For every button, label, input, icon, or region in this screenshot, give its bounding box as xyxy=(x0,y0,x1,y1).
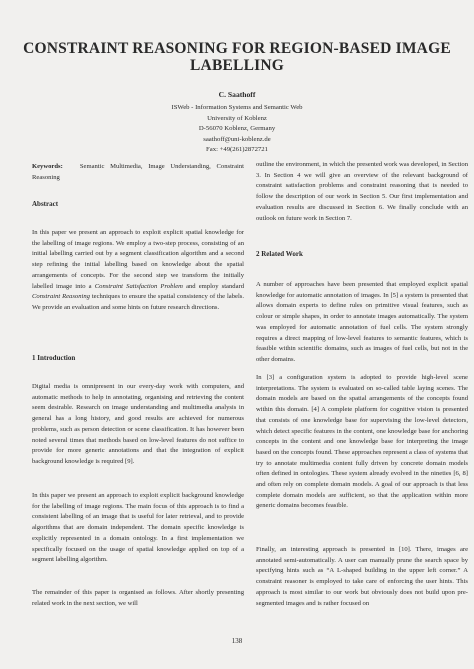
abstract-text: In this paper we present an approach to exploit explicit spatial knowledge for the labelling of image regions. We employ a two-step process, consisting of an initial labelling carried out by a segment classification algorithm and a second step refining the initial labelling based on knowledge about the spatial arrangements of concepts. For the second step we transform the initially labelled image into a xyxy=(32,229,244,290)
keywords-text: Semantic Multimedia, Image Understanding, Constraint Reasoning xyxy=(32,163,244,181)
introduction-heading: 1 Introduction xyxy=(32,354,76,362)
affiliation-line: University of Koblenz xyxy=(207,114,267,122)
intro-paragraph-2: In this paper we present an approach to exploit explicit background knowledge for the labelling of image regions. The main focus of this approach is to find a consistent labelling of an image that is useful for later retrieval, and to provide algorithms that are domain independent. The domain specific knowledge is explicitly represented in a domain ontology. In a first implementation we specifically focused on the usage of spatial knowledge applied on top of a segment labelling algorithm. xyxy=(32,492,244,564)
affiliation-email: saathoff@uni-koblenz.de xyxy=(203,135,271,143)
related-paragraph-2: In [3] a configuration system is adopted to provide high-level scene interpretations. The system is evaluated on so-called table laying scenes. The domain models are based on the spatial arrangements of the concepts found within this domain. [4] A complete platform for cognitive vision is presented that consists of one knowledge base for supervising the low-level detectors, which detect specific features in the content, one knowledge base for anchoring concepts in the content and one knowledge base for interpreting the image based on the concepts found. These approaches represent a class of systems that try to annotate multimedia content fully driven by concrete domain models often defined in ontologies. These system already evolved in the nineties [6, 8] and often rely on complete domain models. A goal of our approach is that less complete domain models are sufficient, so that the application within more generic domains becomes feasible. xyxy=(256,374,468,510)
related-work-heading: 2 Related Work xyxy=(256,250,303,258)
affiliation-line: D-56070 Koblenz, Germany xyxy=(198,125,276,133)
outline-paragraph: outline the environment, in which the presented work was developed, in Section 3. In Section 4 we will give an overview of the relevant background of constraint satisfaction problems and constraint reasoning that is needed to follow the description of our work in Section 5. Our first implementation and evaluation results are discussed in Section 6. We finally conclude with an outlook on future work in Section 7. xyxy=(256,161,468,222)
paper-title-line-2: LABELLING xyxy=(190,57,284,74)
keywords xyxy=(32,162,244,183)
abstract-heading: Abstract xyxy=(32,200,59,208)
author-affiliation xyxy=(120,103,354,156)
related-paragraph-1: A number of approaches have been presented that employed explicit spatial knowledge for automatic annotation of images. In [5] a system is presented that allows domain experts to define rules on primitive visual features, such as colour or simple shapes, in order to annotate images automatically. The system was employed for automatic annotation of fuel cells. The system strongly requires a direct mapping of low-level features to semantic features, which is feasible within scientific domains, such as images of fuel cells, but not in the other domains. xyxy=(256,281,468,363)
author-name: C. Saathoff xyxy=(218,90,256,99)
intro-paragraph-3: The remainder of this paper is organised as follows. After shortly presenting related work in the next section, we will xyxy=(32,589,244,607)
abstract-emphasis: Constraint Reasoning xyxy=(32,293,90,301)
abstract-text: techniques to ensure the spatial consistency of the labels. We provide an evaluation and some hints on future research directions. xyxy=(32,293,244,311)
page-number: 138 xyxy=(231,637,243,645)
affiliation-fax: Fax: +49(261)2872721 xyxy=(206,146,268,154)
abstract-paragraph xyxy=(32,228,244,314)
abstract-emphasis: Constraint Satisfaction Problem xyxy=(94,282,183,290)
abstract-text: and employ standard xyxy=(186,282,244,290)
paper-title-line-1: CONSTRAINT REASONING FOR REGION-BASED IMAGE xyxy=(23,40,451,57)
related-paragraph-3: Finally, an interesting approach is presented in [10]. There, images are annotated semi-automatically. A user can manually prune the search space by specifying hints such as “A L-shaped building in the upper left corner.” A constraint reasoner is employed to take care of enforcing the user hints. This approach is most similar to our work but obviously does not build upon pre-segmented images and is rather focused on xyxy=(256,546,468,607)
intro-paragraph-1: Digital media is omnipresent in our every-day work with computers, and automatic methods to help in annotating, organising and retrieving the content seem desirable. Research on image understanding and multimedia analysis in general has a long history, and good results are achieved for numerous problems, such as person detection or scene classification. It has however been noted several times that methods based on low-level features do not suffice to provide for more generic annotations and that the integration of explicit background knowledge is required [9]. xyxy=(32,383,244,465)
affiliation-line: ISWeb - Information Systems and Semantic Web xyxy=(171,104,303,111)
keywords-label: Keywords: xyxy=(32,163,63,170)
